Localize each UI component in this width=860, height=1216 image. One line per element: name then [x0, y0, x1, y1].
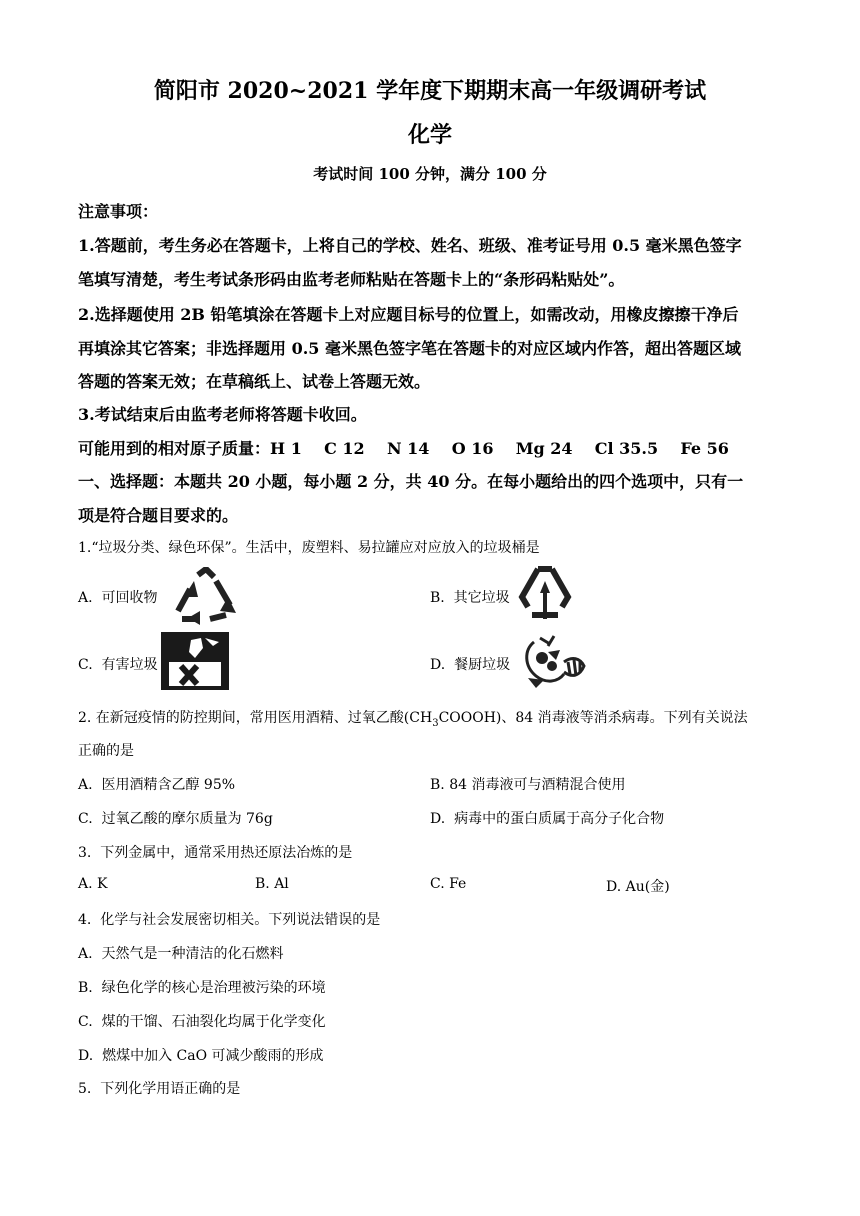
note-2-line-3: 答题的答案无效；在草稿纸上、试卷上答题无效。: [78, 372, 431, 391]
note-1-line-1: 1.答题前，考生务必在答题卡，上将自己的学校、姓名、班级、准考证号用 0.5 毫米黑色签字: [78, 236, 742, 255]
section-1-line-1: 一、选择题：本题共 20 小题，每小题 2 分，共 40 分。在每小题给出的四个选项中，只有一: [78, 472, 744, 491]
subject-title: 化学: [407, 122, 452, 148]
recycle-icon: [170, 567, 242, 625]
note-3: 3.考试结束后由监考老师将答题卡收回。: [78, 405, 367, 424]
q3-stem: 3. 下列金属中，通常采用热还原法冶炼的是: [78, 845, 353, 861]
atomic-masses: 可能用到的相对原子质量：H 1 C 12 N 14 O 16 Mg 24 Cl 35.5 Fe 56: [78, 439, 729, 458]
note-1-line-2: 笔填写清楚，考生考试条形码由监考老师粘贴在答题卡上的“条形码粘贴处”。: [78, 270, 625, 289]
q3-option-c: C. Fe: [430, 876, 467, 892]
exam-time-info: 考试时间 100 分钟，满分 100 分: [313, 165, 547, 183]
q3-option-a: A. K: [78, 876, 108, 892]
q4-stem: 4. 化学与社会发展密切相关。下列说法错误的是: [78, 912, 381, 928]
q5-stem: 5. 下列化学用语正确的是: [78, 1081, 241, 1097]
q3-option-d: D. Au(金): [606, 879, 670, 895]
section-1-line-2: 项是符合题目要求的。: [78, 506, 239, 525]
q4-option-d: D. 燃煤中加入 CaO 可减少酸雨的形成: [78, 1048, 324, 1064]
q2-option-b: B. 84 消毒液可与酒精混合使用: [430, 777, 626, 793]
q1-option-a: A. 可回收物: [78, 590, 158, 606]
q2-stem: [78, 707, 748, 729]
q2-stem-part-1: 2. 在新冠疫情的防控期间，常用医用酒精、过氧乙酸(CH: [78, 710, 433, 726]
q1-option-c: C. 有害垃圾: [78, 657, 158, 673]
kitchen-waste-icon: [514, 632, 588, 692]
q1-option-d: D. 餐厨垃圾: [430, 657, 511, 673]
q3-option-b: B. Al: [255, 876, 289, 892]
note-2-line-1: 2.选择题使用 2B 铅笔填涂在答题卡上对应题目标号的位置上，如需改动，用橡皮擦擦干净后: [78, 305, 739, 324]
q2-stem-subscript: 3: [432, 717, 439, 729]
q2-option-d: D. 病毒中的蛋白质属于高分子化合物: [430, 811, 665, 827]
notes-heading: 注意事项：: [78, 202, 159, 221]
q4-option-b: B. 绿色化学的核心是治理被污染的环境: [78, 980, 326, 996]
hazardous-waste-icon: [161, 632, 229, 690]
other-waste-icon: [514, 563, 576, 629]
q1-stem: 1.“垃圾分类、绿色环保”。生活中，废塑料、易拉罐应对应放入的垃圾桶是: [78, 540, 540, 556]
q2-option-c: C. 过氧乙酸的摩尔质量为 76g: [78, 811, 273, 827]
q1-option-b: B. 其它垃圾: [430, 590, 510, 606]
q2-stem-part-2: COOOH)、84 消毒液等消杀病毒。下列有关说法: [438, 710, 748, 726]
q4-option-c: C. 煤的干馏、石油裂化均属于化学变化: [78, 1014, 326, 1030]
q2-stem-line-2: 正确的是: [78, 743, 134, 759]
note-2-line-2: 再填涂其它答案；非选择题用 0.5 毫米黑色签字笔在答题卡的对应区域内作答，超出答题区域: [78, 339, 741, 358]
exam-title: 简阳市 2020~2021 学年度下期期末高一年级调研考试: [153, 78, 707, 104]
q4-option-a: A. 天然气是一种清洁的化石燃料: [78, 946, 284, 962]
q2-option-a: A. 医用酒精含乙醇 95%: [78, 777, 236, 793]
